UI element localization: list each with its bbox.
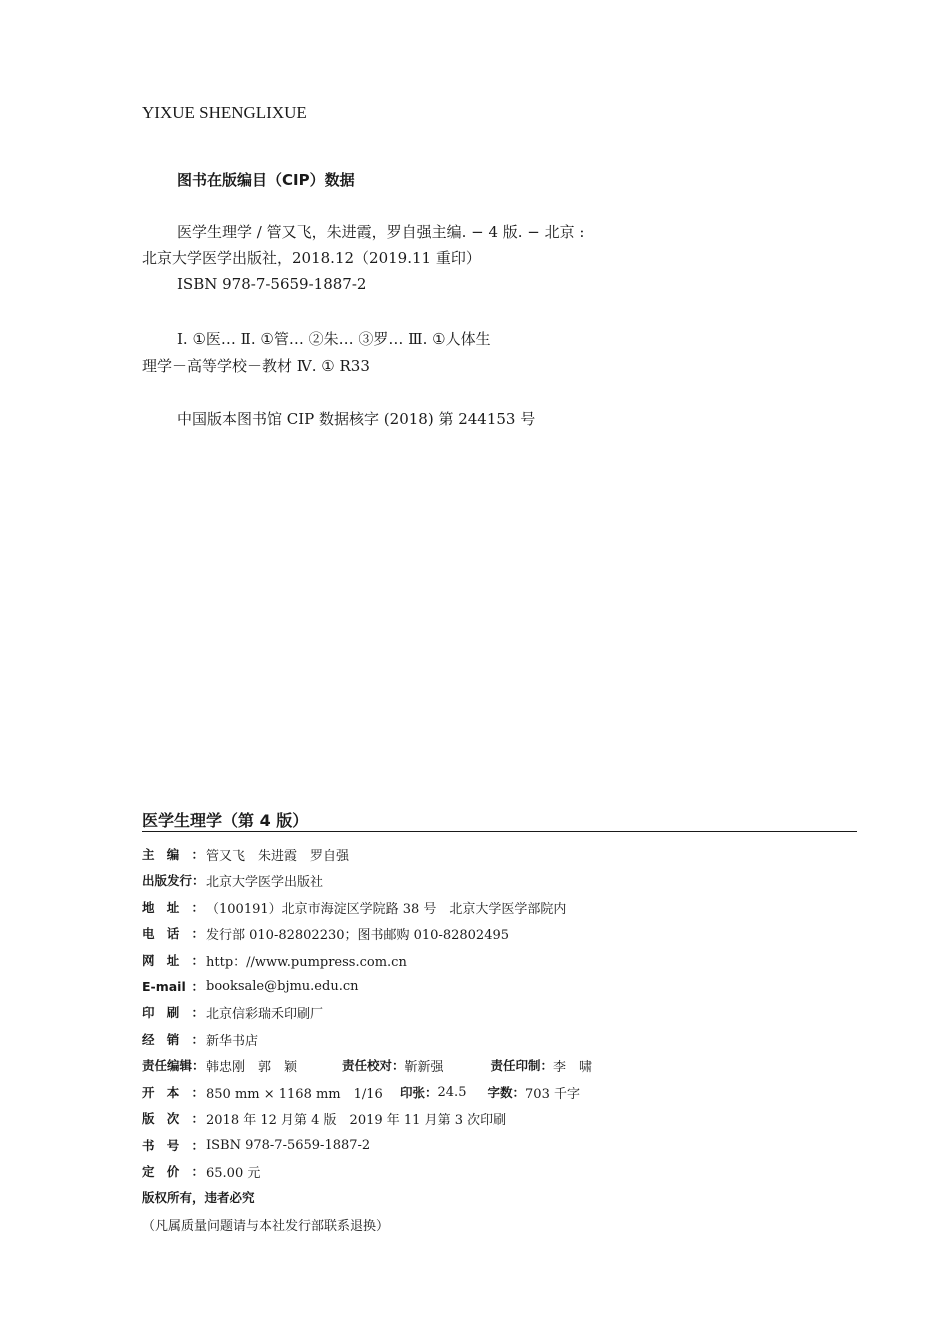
row-copyright (142, 1186, 255, 1208)
format-value: 850 mm × 1168 mm 1/16 (206, 1086, 383, 1102)
row-edition (142, 1107, 506, 1129)
row-email (142, 975, 358, 997)
resp-print-value: 李 啸 (553, 1059, 593, 1075)
return-notice: （凡属质量问题请与本社发行部联系退换） (142, 1218, 390, 1234)
address-label: 地址： (142, 900, 204, 915)
publisher-value: 北京大学医学出版社 (206, 874, 324, 890)
distributor-value: 新华书店 (206, 1033, 259, 1049)
sheets-value: 24.5 (437, 1084, 467, 1100)
editors-value: 管又飞 朱进霞 罗自强 (206, 848, 350, 864)
pinyin-title: YIXUE SHENGLIXUE (142, 103, 307, 122)
resp-editor-value: 韩忠刚 郭 颖 (206, 1059, 298, 1075)
publisher-label: 出版发行： (142, 873, 205, 888)
phone-value: 发行部 010-82802230；图书邮购 010-82802495 (206, 927, 510, 943)
resp-proof-value: 靳新强 (404, 1059, 444, 1075)
edition-value: 2018 年 12 月第 4 版 2019 年 11 月第 3 次印刷 (206, 1112, 507, 1128)
resp-print-label: 责任印制： (490, 1058, 554, 1073)
cip-heading: 图书在版编目（CIP）数据 (177, 171, 355, 189)
resp-editor-label: 责任编辑： (142, 1058, 205, 1073)
printer-value: 北京信彩瑞禾印刷厂 (206, 1006, 324, 1022)
cip-record: 中国版本图书馆 CIP 数据核字 (2018) 第 244153 号 (177, 410, 536, 428)
cip-line-2: 北京大学医学出版社，2018.12（2019.11 重印） (142, 249, 481, 267)
cip-class-1: Ⅰ. ①医… Ⅱ. ①管… ②朱… ③罗… Ⅲ. ①人体生 (177, 330, 491, 348)
row-editors (142, 843, 349, 865)
edition-label: 版次： (142, 1111, 204, 1126)
words-label: 字数： (487, 1085, 526, 1100)
cip-line-1: 医学生理学 / 管又飞，朱进霞，罗自强主编. − 4 版. − 北京 : (177, 223, 585, 241)
email-label: E-mail： (142, 979, 204, 994)
book-no-value: ISBN 978-7-5659-1887-2 (206, 1137, 371, 1153)
row-phone (142, 922, 509, 944)
row-responsibility (142, 1054, 592, 1076)
price-value: 65.00 元 (206, 1165, 261, 1181)
row-printer (142, 1001, 323, 1023)
phone-label: 电话： (142, 926, 204, 941)
resp-proof-label: 责任校对： (342, 1058, 405, 1073)
words-value: 703 千字 (525, 1086, 580, 1102)
address-value: （100191）北京市海淀区学院路 38 号 北京大学医学部院内 (206, 901, 567, 917)
price-label: 定价： (142, 1164, 204, 1179)
cip-isbn: ISBN 978-7-5659-1887-2 (177, 275, 367, 293)
cip-class-2: 理学－高等学校－教材 Ⅳ. ① R33 (142, 357, 370, 375)
distributor-label: 经销： (142, 1032, 204, 1047)
row-web (142, 949, 407, 971)
format-label: 开本： (142, 1085, 204, 1100)
row-address (142, 896, 566, 918)
row-publisher (142, 869, 323, 891)
row-book-number (142, 1134, 370, 1156)
row-price (142, 1160, 260, 1182)
row-format (142, 1081, 580, 1103)
web-label: 网址： (142, 953, 204, 968)
editors-label: 主编： (142, 847, 204, 862)
printer-label: 印刷： (142, 1005, 204, 1020)
book-title: 医学生理学（第 4 版） (142, 811, 309, 830)
sheets-label: 印张： (400, 1085, 438, 1100)
book-no-label: 书号： (142, 1138, 204, 1153)
copyright-notice: 版权所有，违者必究 (142, 1190, 255, 1205)
row-distributor (142, 1028, 258, 1050)
row-notice (142, 1213, 389, 1235)
web-value: http：//www.pumpress.com.cn (206, 954, 407, 970)
email-value: booksale@bjmu.edu.cn (206, 978, 359, 994)
title-rule (142, 831, 857, 832)
